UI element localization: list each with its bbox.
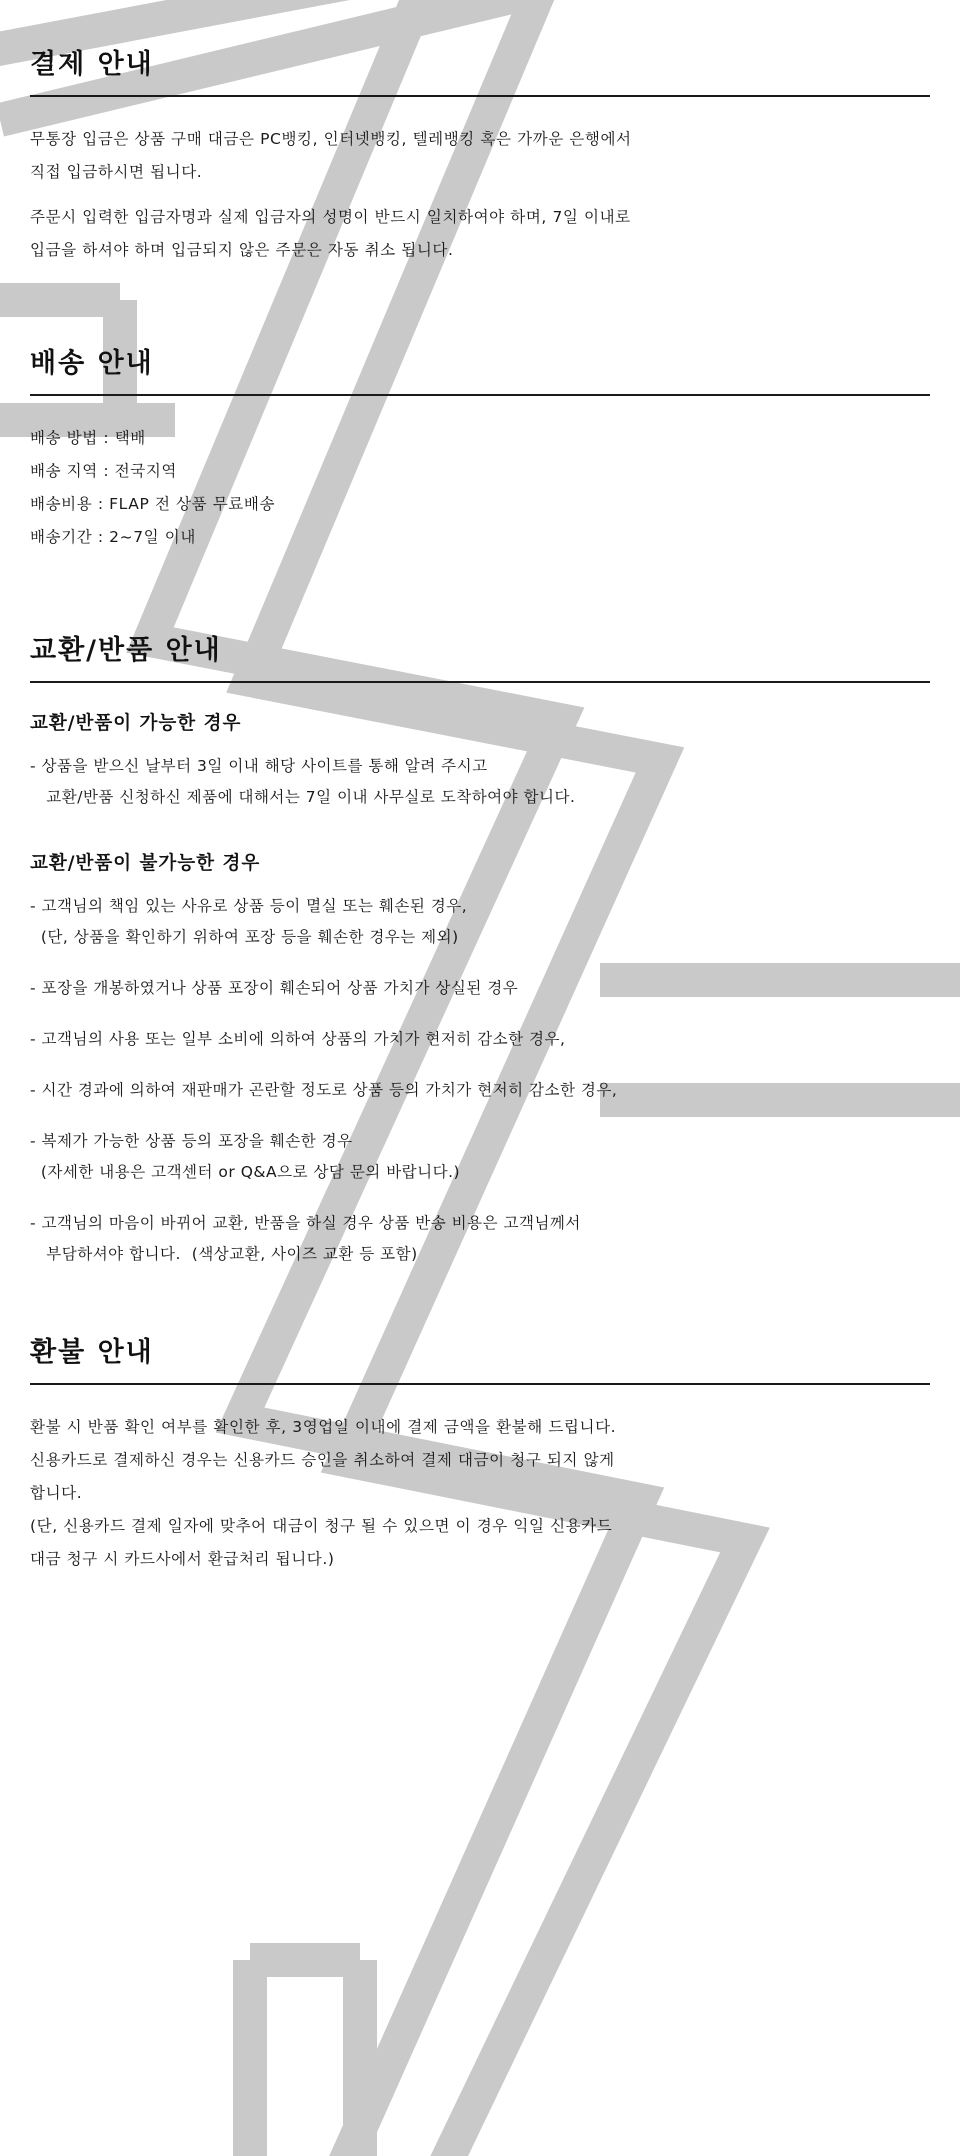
section-title-refund: 환불 안내	[30, 1337, 154, 1368]
shipping-period: 배송기간 : 2~7일 이내	[30, 528, 196, 546]
text-line: - 고객님의 책임 있는 사유로 상품 등이 멸실 또는 훼손된 경우,	[30, 897, 468, 915]
text-line: 교환/반품 신청하신 제품에 대해서는 7일 이내 사무실로 도착하여야 합니다.	[30, 788, 576, 806]
text-line: (단, 상품을 확인하기 위하여 포장 등을 훼손한 경우는 제외)	[30, 928, 459, 946]
section-spacer	[30, 566, 930, 628]
text-line: 무통장 입금은 상품 구매 대금은 PC뱅킹, 인터넷뱅킹, 텔레뱅킹 혹은 가까운 은행에서	[30, 130, 632, 148]
text-line: - 포장을 개봉하였거나 상품 포장이 훼손되어 상품 가치가 상실된 경우	[30, 979, 519, 997]
text-line: (단, 신용카드 결제 일자에 맞추어 대금이 청구 될 수 있으면 이 경우 익일 신용카드	[30, 1517, 613, 1535]
shipping-details	[30, 422, 930, 554]
section-divider	[30, 95, 930, 97]
text-line: - 상품을 받으신 날부터 3일 이내 해당 사이트를 통해 알려 주시고	[30, 757, 488, 775]
shipping-area: 배송 지역 : 전국지역	[30, 462, 177, 480]
section-shipping	[30, 341, 930, 554]
list-item	[30, 1024, 930, 1055]
bottom-spacer	[30, 1576, 930, 1616]
subsection-title-exchange-possible: 교환/반품이 가능한 경우	[30, 713, 242, 734]
section-divider	[30, 681, 930, 683]
exchange-possible-list	[30, 751, 930, 813]
text-line: 신용카드로 결제하신 경우는 신용카드 승인을 취소하여 결제 대금이 청구 되지 않게	[30, 1451, 615, 1469]
text-line: 부담하셔야 합니다. (색상교환, 사이즈 교환 등 포함)	[30, 1245, 418, 1263]
payment-paragraph-1	[30, 123, 930, 189]
text-line: 환불 시 반품 확인 여부를 확인한 후, 3영업일 이내에 결제 금액을 환불해 드립니다.	[30, 1418, 617, 1436]
refund-paragraph	[30, 1411, 930, 1576]
list-item	[30, 751, 930, 813]
list-item	[30, 1208, 930, 1270]
section-spacer	[30, 279, 930, 341]
list-item	[30, 1126, 930, 1188]
list-item	[30, 891, 930, 953]
text-line: 직접 입금하시면 됩니다.	[30, 163, 203, 181]
section-exchange-return	[30, 628, 930, 1270]
section-title-shipping: 배송 안내	[30, 348, 154, 379]
text-line: (자세한 내용은 고객센터 or Q&A으로 상담 문의 바랍니다.)	[30, 1163, 461, 1181]
section-divider	[30, 394, 930, 396]
text-line: - 시간 경과에 의하여 재판매가 곤란할 정도로 상품 등의 가치가 현저히 감소한 경우,	[30, 1081, 618, 1099]
text-line: 합니다.	[30, 1484, 83, 1502]
text-line: - 복제가 가능한 상품 등의 포장을 훼손한 경우	[30, 1132, 353, 1150]
payment-paragraph-2	[30, 201, 930, 267]
section-refund	[30, 1330, 930, 1576]
subsection-title-exchange-impossible: 교환/반품이 불가능한 경우	[30, 853, 261, 874]
list-item	[30, 973, 930, 1004]
text-line: - 고객님의 사용 또는 일부 소비에 의하여 상품의 가치가 현저히 감소한 경우,	[30, 1030, 566, 1048]
section-title-exchange-return: 교환/반품 안내	[30, 635, 222, 666]
subsection-spacer	[30, 833, 930, 849]
section-spacer	[30, 1290, 930, 1330]
shipping-fee: 배송비용 : FLAP 전 상품 무료배송	[30, 495, 276, 513]
text-line: - 고객님의 마음이 바뀌어 교환, 반품을 하실 경우 상품 반송 비용은 고객님께서	[30, 1214, 581, 1232]
exchange-impossible-list	[30, 891, 930, 1270]
section-divider	[30, 1383, 930, 1385]
top-spacer	[30, 0, 930, 42]
text-line: 주문시 입력한 입금자명과 실제 입금자의 성명이 반드시 일치하여야 하며, 7일 이내로	[30, 208, 631, 226]
text-line: 입금을 하셔야 하며 입금되지 않은 주문은 자동 취소 됩니다.	[30, 241, 454, 259]
shipping-method: 배송 방법 : 택배	[30, 429, 146, 447]
list-item	[30, 1075, 930, 1106]
section-title-payment: 결제 안내	[30, 49, 154, 80]
section-payment	[30, 42, 930, 267]
text-line: 대금 청구 시 카드사에서 환급처리 됩니다.)	[30, 1550, 335, 1568]
